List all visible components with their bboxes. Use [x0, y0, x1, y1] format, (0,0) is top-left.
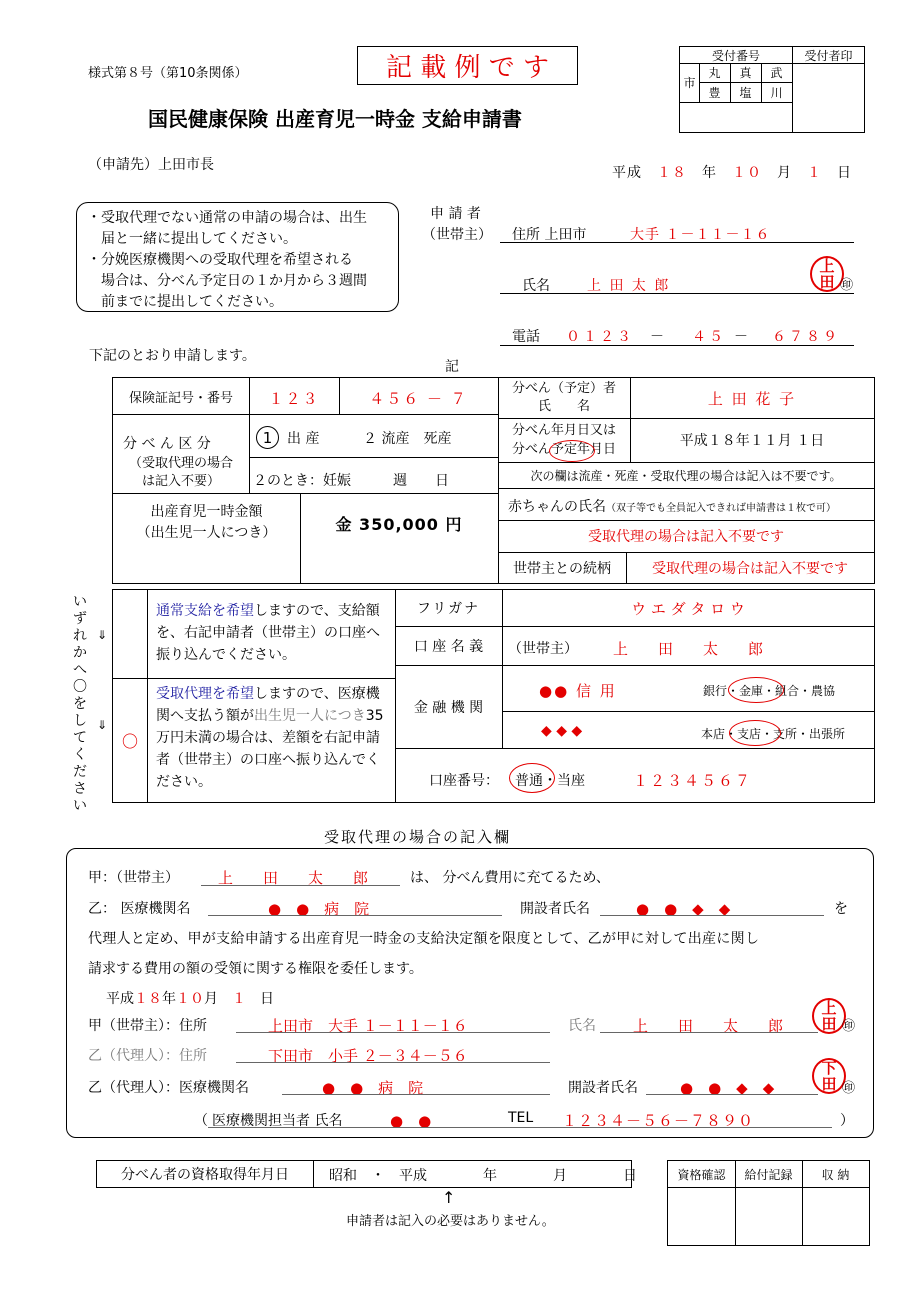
down-arrow-icon: ⇓	[97, 718, 108, 732]
account-holder: 上 田 太 郎	[613, 640, 764, 658]
reception-code: 真	[739, 66, 752, 80]
proxy-section-title: 受取代理の場合の記入欄	[318, 826, 517, 847]
birth-option-1-circle: 1	[256, 426, 279, 449]
addressee: （申請先）上田市長	[88, 157, 214, 173]
proxy-payment-option[interactable]: 受取代理を希望しますので、医療機関へ支払う額が出生児一人につき35 万円未満の場合は、差額を右記申請者（世帯主）の口座へ振り込んでください。	[156, 686, 384, 790]
insurance-label: 保険証記号・番号	[128, 390, 233, 406]
agent-institution-label: 乙（代理人）：医療機関名	[88, 1080, 249, 1096]
note-row: 次の欄は流産・死産・受取代理の場合は記入は不要です。	[530, 468, 842, 483]
reception-code: 塩	[739, 85, 752, 100]
phone-dash: －	[734, 329, 748, 345]
proxy-line2-post: を	[834, 901, 848, 917]
principal-name: 上 田 太 郎	[633, 1017, 784, 1035]
office-col: 資格確認	[677, 1167, 726, 1182]
institution-label: 金 融 機 関	[413, 699, 484, 716]
choice-bank-table	[112, 589, 875, 803]
notice-line: 前までに提出してください。	[87, 294, 283, 310]
reception-box	[679, 46, 865, 133]
applicant-seal-stamp: 上 田	[810, 256, 844, 292]
applicant-household-label: （世帯主）	[422, 227, 492, 243]
notice-line: 届と一緒に提出してください。	[87, 231, 297, 247]
birth-option-1: 出 産	[287, 431, 320, 447]
branch-types: 本店・支店・支所・出張所	[701, 727, 846, 741]
relation-label: 世帯主との続柄	[513, 561, 611, 577]
intro-text: 下記のとおり申請します。	[89, 348, 256, 364]
birth-type-label: 分 べ ん 区 分	[123, 436, 211, 452]
insurance-code: １２３	[268, 389, 320, 408]
contact-label: 医療機関担当者 氏名	[212, 1113, 343, 1129]
account-holder-label: 口 座 名 義	[413, 638, 484, 655]
application-table	[112, 377, 875, 584]
page-title: 国民健康保険 出産育児一時金 支給申請書	[148, 107, 522, 131]
mother-label: 分べん（予定）者 氏 名	[511, 381, 616, 414]
proxy-institution: ● ● 病 院	[268, 900, 370, 918]
name-label: 氏名	[522, 278, 550, 294]
principal-address: 上田市 大手 １－１１－１６	[268, 1017, 468, 1035]
proxy-line1-post: は、 分べん費用に充てるため、	[410, 870, 610, 886]
amount-value: 金 350,000 円	[335, 514, 463, 534]
contact-tel: １２３４－５６－７８９０	[562, 1112, 755, 1130]
relation-value: 受取代理の場合は記入不要です	[652, 561, 848, 577]
form-number: 様式第８号（第10条関係）	[88, 66, 248, 81]
reception-number-label: 受付番号	[711, 48, 760, 63]
principal-name-label: 氏名	[568, 1018, 596, 1034]
branch-type-circle	[729, 720, 781, 746]
office-col: 給付記録	[744, 1167, 793, 1182]
choice-instruction: いずれかへ〇をしてください	[73, 594, 87, 814]
seal-mark: ㊞	[842, 1081, 856, 1096]
phone-dash: －	[650, 329, 664, 345]
account-type: 普通・当座	[515, 773, 585, 789]
reception-code: 豊	[708, 85, 721, 100]
due-date-label: 分べん年月日又は 分べん予定年月日	[511, 423, 616, 457]
office-use-box	[667, 1160, 870, 1246]
down-arrow-icon: ⇓	[97, 628, 108, 642]
account-number-label: 口座番号：	[429, 773, 499, 789]
agent-owner-label: 開設者氏名	[568, 1080, 638, 1096]
reception-code: 丸	[708, 66, 721, 80]
institution-types: 銀行・金庫・組合・農協	[703, 684, 836, 698]
due-date: 平成１８年１１月 １日	[679, 433, 825, 449]
agent-address-label: 乙（代理人）：住所	[88, 1048, 207, 1064]
phone-area: ０１２３	[566, 329, 634, 345]
proxy-owner: ● ● ◆ ◆	[636, 900, 731, 918]
proxy-date: 平成１８年１０月 １ 日	[106, 991, 274, 1007]
footer-note: 申請者は記入の必要はありません。	[346, 1214, 555, 1229]
qualification-date-box	[96, 1160, 637, 1188]
seal-mark: ㊞	[842, 1019, 856, 1034]
phone-label: 電話	[512, 329, 540, 345]
contact-name: ● ●	[390, 1112, 432, 1130]
principal-seal-stamp: 上 田	[812, 998, 846, 1034]
agent-owner: ● ● ◆ ◆	[680, 1079, 775, 1097]
proxy-paragraph: 請求する費用の額の受領に関する権限を委任します。	[88, 961, 423, 977]
notice-line: ・分娩医療機関への受取代理を希望される	[87, 252, 353, 268]
mother-name: 上 田 花 子	[707, 389, 797, 408]
notice-line: ・受取代理でない通常の申請の場合は、出生	[87, 210, 367, 226]
account-number: １２３４５６７	[633, 772, 753, 790]
contact-close-paren: ）	[840, 1113, 854, 1129]
example-banner: 記 載 例 で す	[357, 46, 578, 85]
phone-last: ６７８９	[772, 329, 840, 345]
furigana-value: ウ エ ダ タ ロ ウ	[631, 599, 745, 618]
amount-label: 出産育児一時金額 （出生児一人につき）	[136, 504, 277, 541]
baby-name-label: 赤ちゃんの氏名（双子等でも全員記入できれば申請書は１枚で可）	[508, 499, 836, 515]
due-circle	[549, 440, 595, 462]
proxy-paragraph: 代理人と定め、甲が支給申請する出産育児一時金の支給決定額を限度として、乙が甲に対して出産に関し	[88, 931, 760, 947]
tel-label: TEL	[508, 1110, 534, 1126]
qualification-value: 昭和 ・ 平成 年 月 日	[329, 1168, 637, 1184]
institution-type-circle	[728, 677, 784, 703]
proxy-owner-label: 開設者氏名	[520, 901, 590, 917]
applicant-name: 上 田 太 郎	[587, 278, 671, 294]
furigana-label: フリガナ	[416, 601, 481, 617]
qualification-label: 分べん者の資格取得年月日	[121, 1167, 289, 1183]
birth-option-2: ２ 流産 死産	[363, 431, 452, 447]
birth-type-note: （受取代理の場合 は記入不要）	[128, 456, 233, 489]
proxy-selected-mark[interactable]: 〇	[121, 731, 138, 751]
proxy-line1-pre: 甲：（世帯主）	[88, 870, 179, 886]
holder-prefix: （世帯主）	[508, 641, 578, 657]
reception-stamp-label: 受付者印	[804, 48, 853, 63]
phone-mid: ４５	[692, 329, 726, 345]
agent-seal-stamp: 下 田	[812, 1058, 846, 1094]
baby-name-value: 受取代理の場合は記入不要です	[588, 529, 784, 545]
institution-name: ●● 信 用	[539, 682, 617, 700]
reception-code: 川	[770, 85, 783, 100]
normal-payment-option[interactable]: 通常支給を希望しますので、支給額を、右記申請者（世帯主）の口座へ振り込んでください。	[156, 603, 380, 663]
branch-name: ◆ ◆ ◆	[541, 723, 583, 739]
proxy-principal-name: 上 田 太 郎	[218, 869, 369, 887]
application-date: 平成 １８ 年 １０ 月 １ 日	[612, 165, 852, 181]
insurance-number: ４５６ － ７	[369, 389, 468, 408]
reception-code: 武	[770, 66, 783, 80]
principal-address-label: 甲（世帯主）：住所	[88, 1018, 207, 1034]
office-col: 収 納	[821, 1167, 850, 1182]
notice-box	[76, 202, 399, 312]
applicant-address: 大手 １－１１－１６	[630, 227, 771, 243]
up-arrow-icon: ↑	[442, 1188, 456, 1207]
ki-mark: 記	[445, 359, 459, 375]
notice-line: 場合は、分べん予定日の１か月から３週間	[87, 273, 367, 289]
applicant-label: 申 請 者	[430, 206, 481, 222]
pregnancy-weeks: ２のとき：妊娠 週 日	[253, 473, 449, 489]
proxy-line2-pre: 乙： 医療機関名	[88, 901, 191, 917]
contact-open-paren: （	[194, 1113, 208, 1129]
agent-address: 下田市 小手 ２－３４－５６	[268, 1047, 468, 1065]
city-label: 市	[683, 76, 696, 90]
agent-institution: ● ● 病 院	[322, 1079, 424, 1097]
address-label: 住所 上田市	[512, 227, 587, 243]
seal-mark: ㊞	[840, 278, 854, 293]
